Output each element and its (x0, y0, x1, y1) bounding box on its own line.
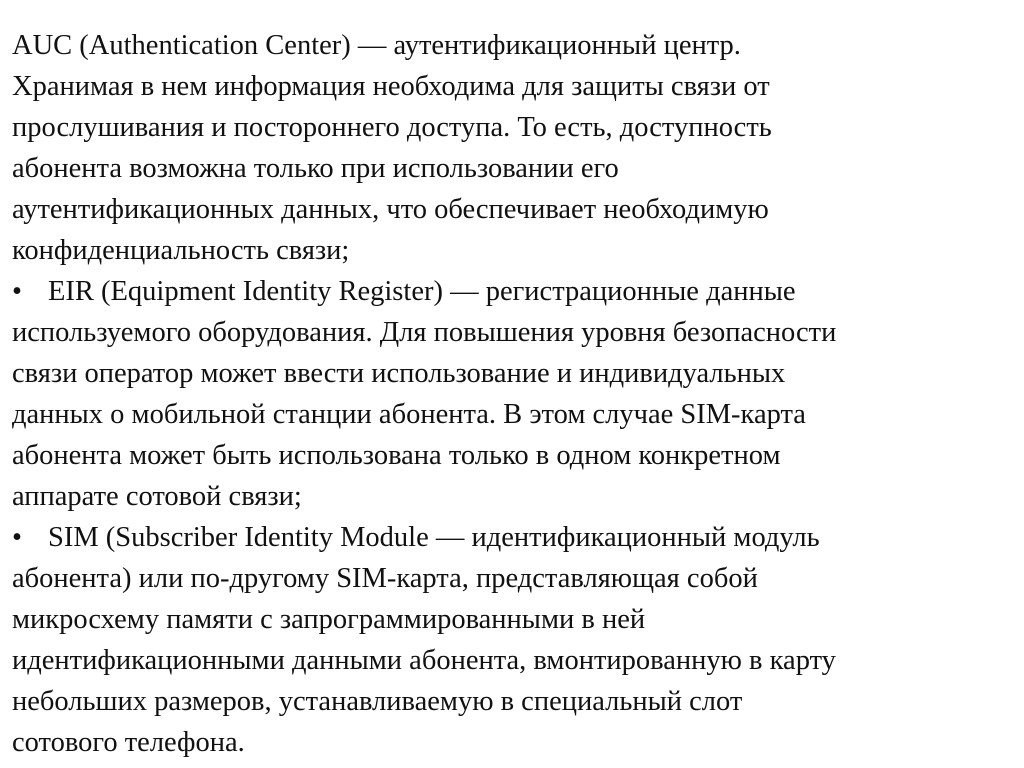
text-line: аутентификационных данных, что обеспечивает необходимую (12, 194, 769, 225)
paragraph-eir (12, 271, 1016, 517)
text-line: связи оператор может ввести использование и индивидуальных (12, 358, 786, 389)
text-line: конфиденциальность связи; (12, 235, 350, 266)
text-line: SIM (Subscriber Identity Module — идентификационный модуль (48, 522, 820, 553)
text-line: небольших размеров, устанавливаемую в специальный слот (12, 686, 743, 717)
text-line: EIR (Equipment Identity Register) — регистрационные данные (48, 276, 796, 307)
text-line: сотового телефона. (12, 727, 245, 758)
text-line-bulleted (12, 271, 1016, 312)
text-line: данных о мобильной станции абонента. В этом случае SIM-карта (12, 399, 806, 430)
text-line: прослушивания и постороннего доступа. То есть, доступность (12, 112, 772, 143)
paragraph-auc (12, 25, 1016, 271)
text-line-bulleted (12, 517, 1016, 558)
paragraph-sim (12, 517, 1016, 763)
text-line: Хранимая в нем информация необходима для защиты связи от (12, 71, 770, 102)
text-line: абонента возможна только при использовании его (12, 153, 619, 184)
text-line: AUC (Authentication Center) — аутентификационный центр. (12, 30, 741, 61)
slide-text-body (12, 25, 1016, 763)
text-line: абонента может быть использована только в одном конкретном (12, 440, 781, 471)
text-line: аппарате сотовой связи; (12, 481, 302, 512)
text-line: используемого оборудования. Для повышения уровня безопасности (12, 317, 837, 348)
text-line: абонента) или по-другому SIM-карта, представляющая собой (12, 563, 758, 594)
bullet-icon: • (12, 276, 22, 307)
text-line: микросхему памяти с запрограммированными в ней (12, 604, 646, 635)
bullet-icon: • (12, 522, 22, 553)
text-line: идентификационными данными абонента, вмонтированную в карту (12, 645, 836, 676)
